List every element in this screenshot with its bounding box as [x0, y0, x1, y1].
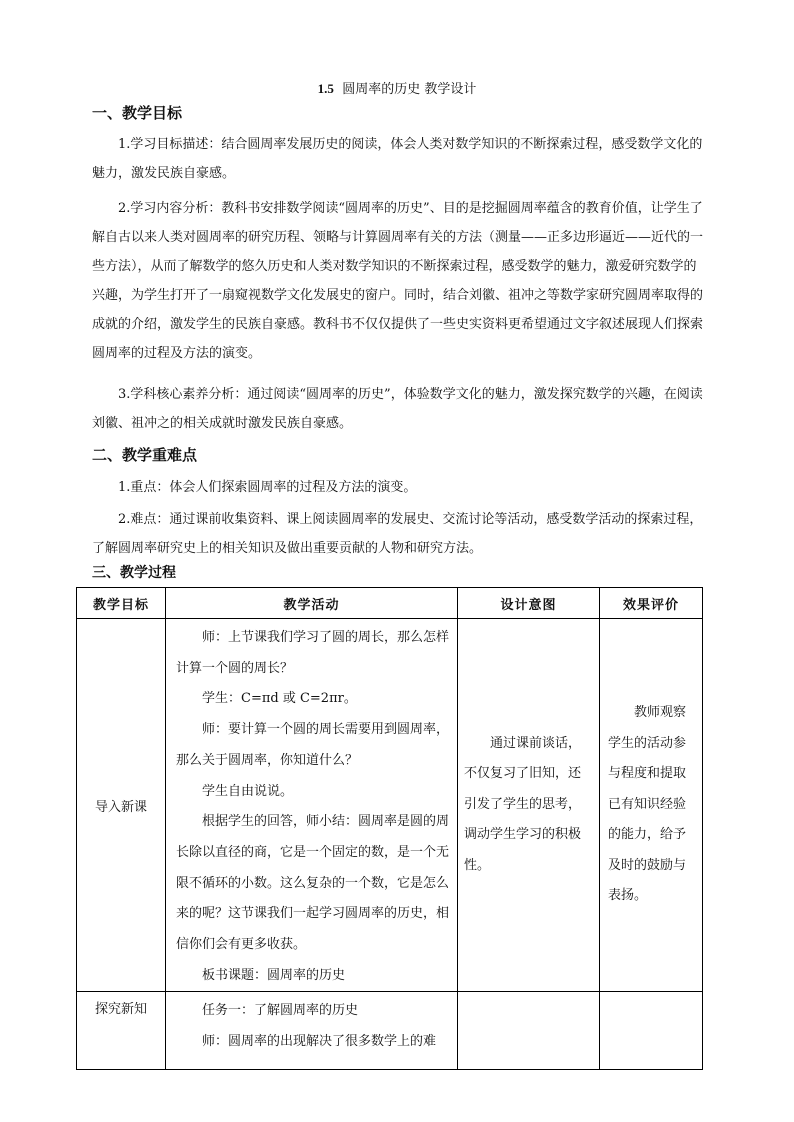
activity-line: 学生自由说说。 — [202, 783, 294, 799]
row-activities — [166, 992, 458, 1070]
row-intent — [458, 992, 600, 1070]
section-heading-goals: 一、教学目标 — [92, 104, 183, 122]
intent-text: 通过课前谈话，不仅复习了旧知，还引发了学生的思考，调动学生学习的积极性。 — [464, 735, 582, 873]
activity-line: 师：上节课我们学习了圆的周长，那么怎样计算一个圆的周长？ — [176, 630, 450, 676]
table-row — [77, 619, 703, 992]
activity-line: 板书课题：圆周率的历史 — [202, 967, 346, 983]
keypoint-paragraph-2: 2.难点：通过课前收集资料、课上阅读圆周率的发展史、交流讨论等活动，感受数学活动的探索过程，了解圆周率研究史上的相关知识及做出重要贡献的人物和研究方法。 — [92, 512, 703, 556]
row-activities — [166, 619, 458, 992]
title-number: 1.5 — [317, 81, 334, 96]
row-intent — [458, 619, 600, 992]
goal-paragraph-3: 3.学科核心素养分析：通过阅读“圆周率的历史”，体验数学文化的魅力，激发探究数学的兴趣，在阅读刘徽、祖冲之的相关成就时激发民族自豪感。 — [92, 387, 703, 431]
section-heading-keypoints: 二、教学重难点 — [92, 446, 198, 464]
table-row — [77, 992, 703, 1070]
activity-line: 任务一：了解圆周率的历史 — [202, 1003, 359, 1019]
header-activity: 教学活动 — [166, 588, 458, 619]
activity-line: 师：圆周率的出现解决了很多数学上的难 — [202, 1034, 437, 1050]
activity-line: 师：要计算一个圆的周长需要用到圆周率，那么关于圆周率，你知道什么？ — [176, 722, 450, 768]
activity-line: 学生：C=πd 或 C=2πr。 — [202, 691, 357, 707]
goal-paragraph-2: 2.学习内容分析：教科书安排数学阅读“圆周率的历史”、目的是挖掘圆周率蕴含的教育价值，让学生了解自古以来人类对圆周率的研究历程、领略与计算圆周率有关的方法（测量——正多边形逼近——近代的一些方法），从而了解数学的悠久历史和人类对数学知识的不断探索过程，感受数学的魅力，激爱研究数学的兴趣，为学生打开了一扇窥视数学文化发展史的窗户。同时，结合刘徽、祖冲之等数学家研究圆周率取得的成就的介绍，激发学生的民族自豪感。教科书不仅仅提供了一些史实资料更希望通过文字叙述展现人们探索圆周率的过程及方法的演变。 — [92, 201, 704, 361]
goal-paragraph-1: 1.学习目标描述：结合圆周率发展历史的阅读，体会人类对数学知识的不断探索过程，感受数学文化的魅力，激发民族自豪感。 — [92, 137, 703, 181]
keypoint-paragraph-1: 1.重点：体会人们探索圆周率的过程及方法的演变。 — [118, 480, 417, 495]
header-intent: 设计意图 — [458, 588, 600, 619]
teaching-process-table — [76, 587, 703, 1070]
row-goal: 导入新课 — [77, 619, 166, 992]
row-goal: 探究新知 — [77, 992, 166, 1070]
header-goal: 教学目标 — [77, 588, 166, 619]
document-title — [0, 78, 794, 97]
evaluation-text: 教师观察学生的活动参与程度和提取已有知识经验的能力，给予及时的鼓励与表扬。 — [608, 705, 687, 904]
row-evaluation — [600, 619, 703, 992]
title-text: 圆周率的历史 教学设计 — [342, 82, 477, 97]
header-evaluation: 效果评价 — [600, 588, 703, 619]
row-evaluation — [600, 992, 703, 1070]
activity-line: 根据学生的回答，师小结：圆周率是圆的周长除以直径的商，它是一个固定的数，是一个无限不循环的小数。这么复杂的一个数，它是怎么来的呢？这节课我们一起学习圆周率的历史，相信你们会有更多收获。 — [176, 814, 450, 953]
section-heading-process: 三、教学过程 — [92, 565, 176, 581]
table-header-row — [77, 588, 703, 619]
